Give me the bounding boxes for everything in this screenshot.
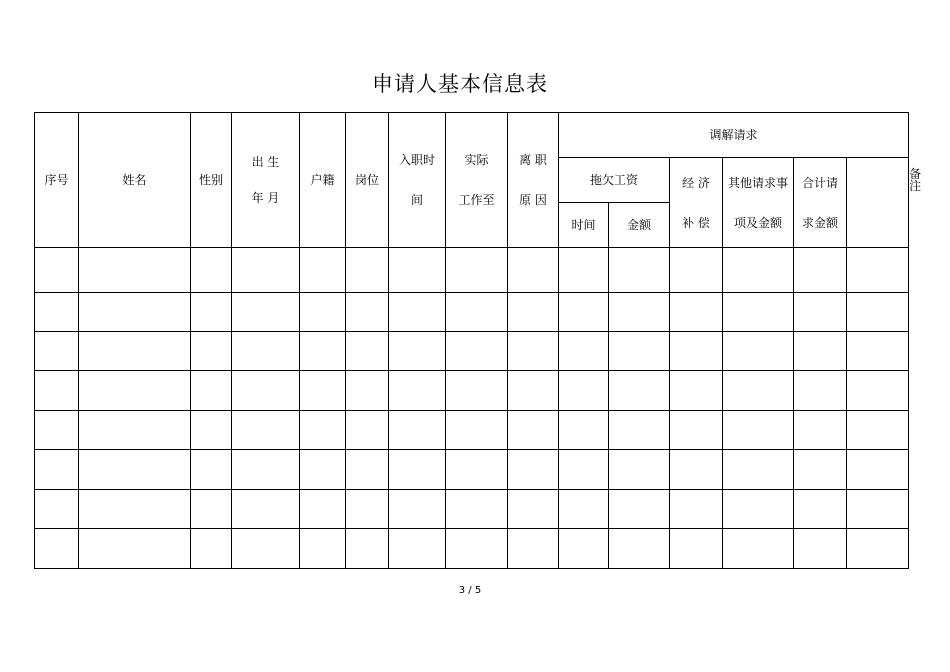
table-cell[interactable] [232,529,300,569]
table-cell[interactable] [508,248,559,293]
header-name: 姓名 [79,113,191,248]
table-cell[interactable] [446,332,508,371]
table-cell[interactable] [79,450,191,490]
table-cell[interactable] [670,411,723,450]
table-cell[interactable] [670,332,723,371]
table-row [35,529,909,569]
header-leave-reason [508,113,559,248]
header-other-line2: 项及金额 [733,215,782,230]
header-comp-line2: 补 偿 [682,215,710,230]
table-cell[interactable] [508,293,559,332]
table-cell[interactable] [794,293,847,332]
header-comp-line1: 经 济 [682,175,710,190]
table-cell[interactable] [79,248,191,293]
header-total-line2: 求金额 [801,215,838,230]
page-number: 3 / 5 [458,585,482,596]
table-cell[interactable] [847,332,909,371]
table-cell[interactable] [559,293,609,332]
table-cell[interactable] [35,248,79,293]
table-cell[interactable] [847,529,909,569]
table-cell[interactable] [389,371,446,411]
header-hire-line2: 间 [410,193,423,207]
table-cell[interactable] [508,490,559,529]
table-cell[interactable] [609,371,670,411]
table-cell[interactable] [609,332,670,371]
header-seq: 序号 [35,113,79,248]
table-cell[interactable] [35,450,79,490]
table-cell[interactable] [389,490,446,529]
table-row [35,371,909,411]
header-household: 户籍 [300,113,346,248]
header-birth [232,113,300,248]
table-cell[interactable] [559,529,609,569]
table-cell[interactable] [794,450,847,490]
header-leave-line2: 原 因 [519,193,547,207]
table-cell[interactable] [508,450,559,490]
table-cell[interactable] [346,450,389,490]
header-total-line1: 合计请 [801,175,838,190]
header-wages-owed: 拖欠工资 [559,158,670,203]
table-cell[interactable] [346,490,389,529]
table-cell[interactable] [232,293,300,332]
table-cell[interactable] [559,248,609,293]
table-cell[interactable] [508,332,559,371]
table-cell[interactable] [35,490,79,529]
header-birth-line1: 出 生 [251,155,280,169]
table-cell[interactable] [847,248,909,293]
table-cell[interactable] [670,490,723,529]
table-cell[interactable] [389,332,446,371]
applicant-info-table: 序号 姓名 性别 出 生 年 月 户籍 岗位 入职时 间 实际 工作至 离 职 原 因 调解请求 备注 拖欠工资 经 济 补 偿 其他请求事 项及金额 合计请 求金额 时间 金额 [34,112,909,569]
header-wage-amount: 金额 [609,203,670,248]
table-cell[interactable] [35,371,79,411]
table-cell[interactable] [191,450,232,490]
table-cell[interactable] [559,332,609,371]
table-cell[interactable] [446,411,508,450]
header-compensation [670,158,723,248]
table-cell[interactable] [300,332,346,371]
table-cell[interactable] [847,371,909,411]
table-cell[interactable] [191,529,232,569]
table-cell[interactable] [191,248,232,293]
table-cell[interactable] [389,248,446,293]
table-cell[interactable] [670,529,723,569]
table-row [35,332,909,371]
table-cell[interactable] [609,450,670,490]
table-cell[interactable] [35,293,79,332]
table-cell[interactable] [389,293,446,332]
table-cell[interactable] [191,411,232,450]
table-cell[interactable] [79,371,191,411]
table-cell[interactable] [723,450,794,490]
table-cell[interactable] [670,293,723,332]
table-cell[interactable] [723,371,794,411]
table-cell[interactable] [232,248,300,293]
table-cell[interactable] [794,332,847,371]
table-cell[interactable] [232,490,300,529]
table-cell[interactable] [446,248,508,293]
table-cell[interactable] [508,371,559,411]
page-title: 申请人基本信息表 [372,72,548,96]
header-actual-work [446,113,508,248]
table-cell[interactable] [723,248,794,293]
table-cell[interactable] [300,248,346,293]
header-birth-line2: 年 月 [251,191,280,205]
table-cell[interactable] [794,411,847,450]
table-cell[interactable] [346,529,389,569]
table-cell[interactable] [446,490,508,529]
table-cell[interactable] [300,411,346,450]
header-other-requests [723,158,794,248]
table-cell[interactable] [670,248,723,293]
table-cell[interactable] [300,529,346,569]
table-cell[interactable] [346,332,389,371]
table-body [35,248,909,569]
table-cell[interactable] [609,293,670,332]
table-cell[interactable] [609,490,670,529]
table-cell[interactable] [346,293,389,332]
table-cell[interactable] [723,293,794,332]
table-cell[interactable] [609,248,670,293]
table-cell[interactable] [670,450,723,490]
table-cell[interactable] [508,411,559,450]
table-cell[interactable] [559,490,609,529]
table-cell[interactable] [191,293,232,332]
table-cell[interactable] [346,411,389,450]
header-wage-time: 时间 [559,203,609,248]
table-row [35,450,909,490]
table-cell[interactable] [609,411,670,450]
table-cell[interactable] [794,371,847,411]
header-hire-date [389,113,446,248]
table-cell[interactable] [794,529,847,569]
header-total-amount [794,158,847,248]
table-cell[interactable] [559,371,609,411]
table-cell[interactable] [300,293,346,332]
table-cell[interactable] [446,529,508,569]
header-leave-line1: 离 职 [519,153,547,167]
table-cell[interactable] [723,490,794,529]
table-cell[interactable] [446,371,508,411]
table-cell[interactable] [346,371,389,411]
table-cell[interactable] [232,450,300,490]
table-cell[interactable] [232,411,300,450]
table-cell[interactable] [300,490,346,529]
header-position: 岗位 [346,113,389,248]
table-cell[interactable] [559,450,609,490]
table-cell[interactable] [79,490,191,529]
table-cell[interactable] [723,411,794,450]
table-cell[interactable] [609,529,670,569]
table-cell[interactable] [723,529,794,569]
table-row [35,490,909,529]
header-actual-line1: 实际 [464,153,489,167]
table-cell[interactable] [794,248,847,293]
table-cell[interactable] [446,293,508,332]
table-cell[interactable] [79,293,191,332]
table-row [35,248,909,293]
table-cell[interactable] [389,411,446,450]
table-cell[interactable] [559,411,609,450]
table-cell[interactable] [389,450,446,490]
table-cell[interactable] [232,371,300,411]
header-gender: 性别 [191,113,232,248]
table-cell[interactable] [232,332,300,371]
table-cell[interactable] [670,371,723,411]
table-cell[interactable] [79,332,191,371]
table-cell[interactable] [300,450,346,490]
table-cell[interactable] [35,332,79,371]
header-mediation-request: 调解请求 [559,113,909,158]
table-cell[interactable] [847,450,909,490]
header-actual-line2: 工作至 [458,193,495,207]
table-cell[interactable] [79,529,191,569]
table-cell[interactable] [191,332,232,371]
table-cell[interactable] [346,248,389,293]
table-cell[interactable] [847,411,909,450]
table-cell[interactable] [723,332,794,371]
table-cell[interactable] [446,450,508,490]
header-hire-line1: 入职时 [398,153,435,167]
table-cell[interactable] [79,411,191,450]
table-row [35,293,909,332]
table-cell[interactable] [794,490,847,529]
header-other-line1: 其他请求事 [727,175,788,190]
table-cell[interactable] [35,529,79,569]
table-cell[interactable] [35,411,79,450]
table-cell[interactable] [300,371,346,411]
table-cell[interactable] [191,490,232,529]
table-cell[interactable] [847,293,909,332]
table-cell[interactable] [389,529,446,569]
table-cell[interactable] [508,529,559,569]
table-row [35,411,909,450]
table-cell[interactable] [847,490,909,529]
table-cell[interactable] [191,371,232,411]
